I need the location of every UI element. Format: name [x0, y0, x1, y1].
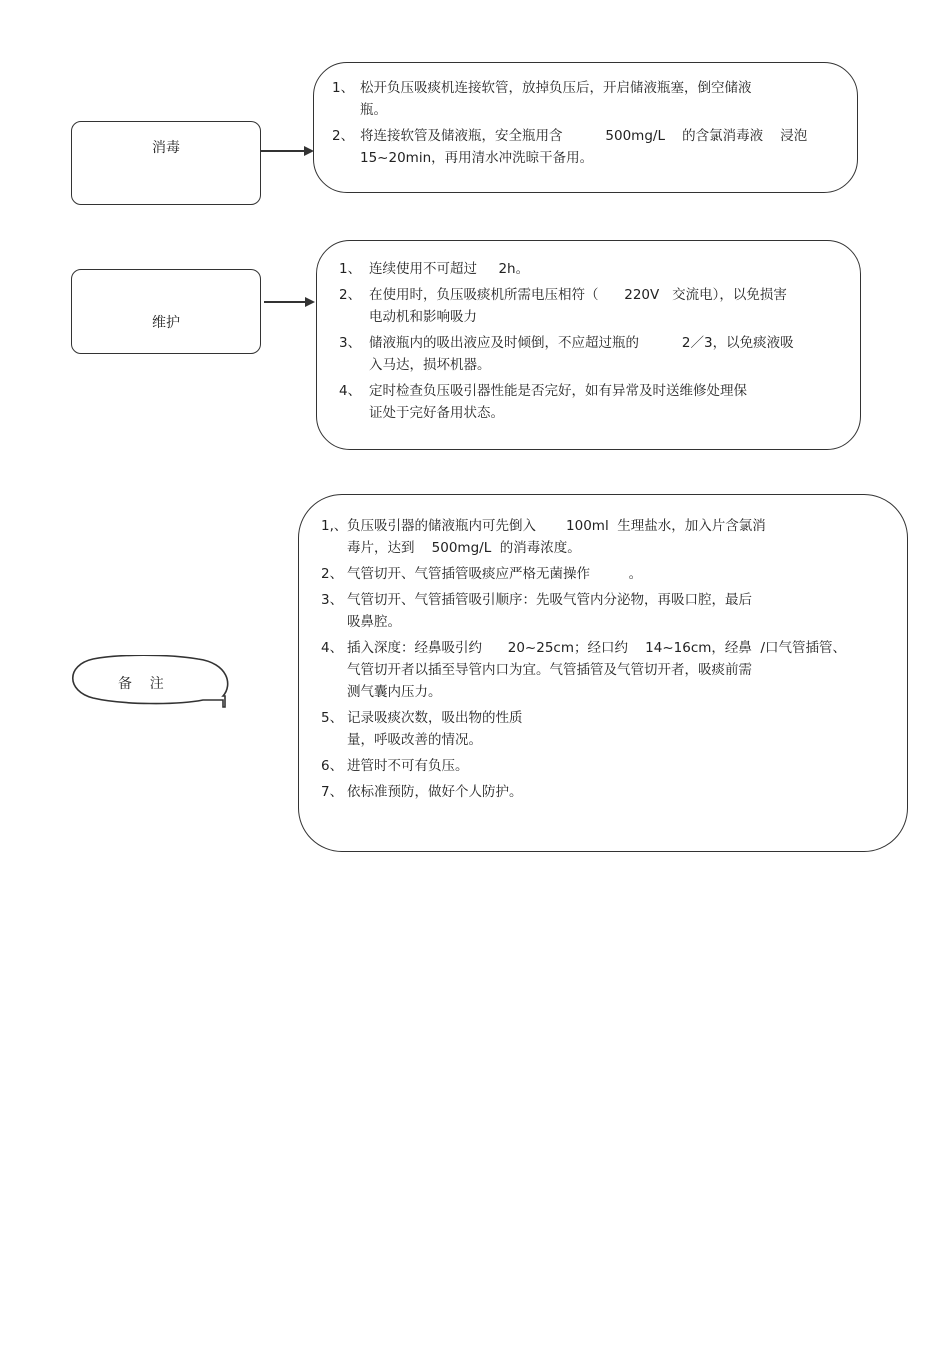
maintenance-item-text-line: 电动机和影响吸力	[369, 309, 477, 325]
disinfection-item-text-line: 松开负压吸痰机连接软管，放掉负压后，开启储液瓶塞，倒空储液	[360, 80, 752, 96]
maintenance-item-list	[339, 258, 794, 428]
notes-item-text-line: 插入深度：经鼻吸引约 20~25cm；经口约 14~16cm，经鼻 /口气管插管、	[347, 640, 847, 656]
notes-item-text-line: 气管切开、气管插管吸痰应严格无菌操作 。	[347, 566, 643, 582]
notes-list-item	[321, 707, 846, 751]
notes-item-text-line: 测气囊内压力。	[347, 684, 442, 700]
maintenance-content-box	[316, 240, 861, 450]
maintenance-item-text-line: 连续使用不可超过 2h。	[369, 261, 530, 277]
maintenance-item-text-line: 储液瓶内的吸出液应及时倾倒，不应超过瓶的 2／3，以免痰液吸	[369, 335, 794, 351]
disinfection-content-box	[313, 62, 858, 193]
maintenance-item-text-line: 证处于完好备用状态。	[369, 405, 504, 421]
disinfection-list-item	[332, 77, 807, 121]
maintenance-item-number: 2、	[339, 287, 362, 303]
maintenance-item-number: 4、	[339, 383, 362, 399]
maintenance-list-item	[339, 380, 794, 424]
notes-item-number: 3、	[321, 592, 344, 608]
notes-item-number: 5、	[321, 710, 344, 726]
maintenance-item-text-line: 入马达，损坏机器。	[369, 357, 491, 373]
maintenance-label-box	[71, 269, 261, 354]
notes-list-item	[321, 589, 846, 633]
disinfection-item-number: 1、	[332, 80, 355, 96]
notes-item-text-line: 负压吸引器的储液瓶内可先倒入 100ml 生理盐水，加入片含氯消	[347, 518, 766, 534]
maintenance-arrow-head	[305, 297, 315, 307]
maintenance-item-text-line: 定时检查负压吸引器性能是否完好，如有异常及时送维修处理保	[369, 383, 747, 399]
notes-item-list	[321, 515, 846, 807]
notes-label: 备 注	[118, 676, 164, 692]
disinfection-item-text-line: 将连接软管及储液瓶，安全瓶用含 500mg/L 的含氯消毒液 浸泡	[360, 128, 808, 144]
notes-item-number: 2、	[321, 566, 344, 582]
disinfection-label: 消毒	[152, 140, 180, 156]
notes-item-text-line: 记录吸痰次数，吸出物的性质	[347, 710, 523, 726]
maintenance-label: 维护	[152, 314, 180, 331]
maintenance-item-text-line: 在使用时，负压吸痰机所需电压相符（ 220V 交流电），以免损害	[369, 287, 787, 303]
notes-item-text-line: 毒片，达到 500mg/L 的消毒浓度。	[347, 540, 581, 556]
notes-item-text-line: 气管切开、气管插管吸引顺序：先吸气管内分泌物，再吸口腔，最后	[347, 592, 752, 608]
maintenance-arrow-line	[264, 301, 306, 303]
disinfection-item-list	[332, 77, 807, 173]
notes-item-number: 1,、	[321, 518, 348, 534]
maintenance-list-item	[339, 332, 794, 376]
disinfection-item-text-line: 瓶。	[360, 102, 387, 118]
notes-list-item	[321, 515, 846, 559]
notes-item-text-line: 气管切开者以插至导管内口为宜。气管插管及气管切开者，吸痰前需	[347, 662, 752, 678]
notes-item-text-line: 进管时不可有负压。	[347, 758, 469, 774]
notes-list-item	[321, 781, 846, 803]
disinfection-label-box	[71, 121, 261, 205]
notes-content-box	[298, 494, 908, 852]
notes-item-number: 6、	[321, 758, 344, 774]
disinfection-item-text-line: 15~20min，再用清水冲洗晾干备用。	[360, 150, 594, 166]
disinfection-arrow-line	[261, 150, 305, 152]
notes-item-text-line: 吸鼻腔。	[347, 614, 401, 630]
notes-list-item	[321, 563, 846, 585]
disinfection-list-item	[332, 125, 807, 169]
maintenance-list-item	[339, 284, 794, 328]
maintenance-item-number: 3、	[339, 335, 362, 351]
maintenance-item-number: 1、	[339, 261, 362, 277]
notes-item-number: 4、	[321, 640, 344, 656]
notes-item-number: 7、	[321, 784, 344, 800]
notes-list-item	[321, 755, 846, 777]
notes-item-text-line: 依标准预防，做好个人防护。	[347, 784, 523, 800]
disinfection-item-number: 2、	[332, 128, 355, 144]
notes-list-item	[321, 637, 846, 703]
notes-item-text-line: 量，呼吸改善的情况。	[347, 732, 482, 748]
maintenance-list-item	[339, 258, 794, 280]
